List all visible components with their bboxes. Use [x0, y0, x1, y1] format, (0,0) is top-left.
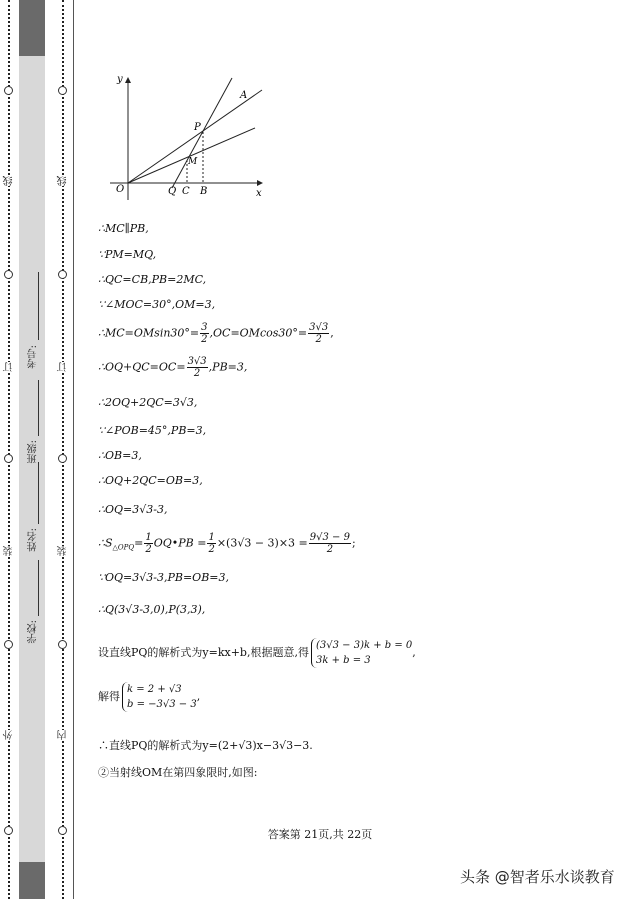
bind-label-inner: 装	[58, 546, 69, 556]
label-y: y	[117, 74, 123, 85]
line-OM	[128, 128, 255, 183]
fraction-1-over-2: $\frac{1}{2}$	[145, 532, 152, 555]
outer-dotted-line	[8, 0, 10, 899]
step-1: ∴MC∥PB,	[98, 222, 149, 235]
school-field-line[interactable]	[38, 560, 39, 616]
label-O: O	[116, 184, 125, 195]
order-label-outer: 订	[4, 362, 15, 372]
class-label: 班级:	[28, 440, 39, 464]
fraction-3sqrt3-over-2b: $\frac{3√3}{2}$	[187, 356, 207, 379]
step-6	[98, 356, 247, 379]
step-18: ②当射线OM在第四象限时,如图:	[98, 766, 258, 779]
hole-circle	[4, 86, 13, 95]
step-6-b: ,PB=3,	[208, 360, 248, 374]
bind-label-outer: 装	[4, 546, 15, 556]
binding-strip-top-block	[19, 0, 45, 56]
line-QP	[172, 78, 232, 188]
name-label: 姓名:	[28, 528, 39, 552]
step-12-a: ∴S	[98, 536, 113, 550]
step-8: ∵∠POB=45°,PB=3,	[98, 424, 207, 437]
page-footer: 答案第 21页,共 22页	[267, 828, 373, 841]
step-5: ∴MC=OMsin30°= $\frac{3}{2}$ ,OC=OMcos30°= $\frac{3√3}{2}$ ,	[98, 322, 334, 345]
hole-circle	[58, 640, 67, 649]
equation-system: (3√3 − 3)k + b = 0 3k + b = 3	[311, 638, 412, 668]
name-field-line[interactable]	[38, 462, 39, 524]
fraction-3sqrt3-over-2: $\frac{3√3}{2}$	[309, 322, 329, 345]
step-6-a: ∴OQ+QC=OC=	[98, 360, 186, 374]
line-label-outer: 线	[4, 176, 15, 186]
inner-label: 内	[58, 730, 69, 740]
step-17: ∴直线PQ的解析式为y=(2+√3)x−3√3−3.	[98, 739, 313, 752]
label-M: M	[188, 157, 198, 167]
hole-circle	[4, 640, 13, 649]
hole-circle	[4, 454, 13, 463]
step-12-b: OQ•PB =	[153, 536, 207, 550]
class-field-line[interactable]	[38, 380, 39, 436]
margin-rule	[73, 0, 74, 899]
step-16-a: 解得	[98, 690, 120, 703]
label-C: C	[182, 186, 190, 197]
exam-no-field-line[interactable]	[38, 272, 39, 340]
line-label-inner: 线	[58, 176, 69, 186]
order-label-inner: 订	[58, 362, 69, 372]
step-12-c: ×(3√3 − 3)×3 =	[216, 536, 308, 550]
area-subscript: △OPQ	[112, 543, 135, 552]
hole-circle	[58, 270, 67, 279]
step-15-a: 设直线PQ的解析式为y=kx+b,根据题意,得	[98, 646, 309, 659]
step-16: 解得 k = 2 + √3 b = −3√3 − 3 ,	[98, 684, 201, 710]
label-x: x	[256, 188, 262, 199]
step-15: 设直线PQ的解析式为y=kx+b,根据题意,得 (3√3 − 3)k + b = 0 3k + b = 3 ,	[98, 640, 416, 666]
step-9: ∴OB=3,	[98, 449, 142, 462]
hole-circle	[58, 454, 67, 463]
label-B: B	[200, 186, 208, 197]
exam-no-label: 考号:	[28, 345, 39, 369]
solution-system: k = 2 + √3 b = −3√3 − 3	[122, 682, 197, 712]
hole-circle	[58, 86, 67, 95]
fraction-area-result: $\frac{9√3 - 9}{2}$	[309, 532, 350, 555]
school-label: 学校:	[28, 620, 39, 644]
outer-label: 外	[4, 730, 15, 740]
step-7: ∴2OQ+2QC=3√3,	[98, 396, 198, 409]
label-P: P	[194, 122, 201, 133]
step-4: ∵∠MOC=30°,OM=3,	[98, 298, 216, 311]
step-5-a: ∴MC=OMsin30°=	[98, 326, 200, 340]
label-Q: Q	[168, 186, 177, 197]
step-5-b: ,OC=OMcos30°=	[209, 326, 308, 340]
fraction-3-over-2: $\frac{3}{2}$	[201, 322, 208, 345]
hole-circle	[4, 270, 13, 279]
step-12: $\therefore S_{\triangle OPQ}=$ $\frac{1}{2}$ OQ•PB = $\frac{1}{2}$ ×(3√3 − 3)×3 = $\frac{9√3 - 9}{2}$ ;	[98, 532, 356, 555]
step-13: ∵OQ=3√3-3,PB=OB=3,	[98, 571, 229, 584]
fraction-1-over-2b: $\frac{1}{2}$	[208, 532, 215, 555]
step-11: ∴OQ=3√3-3,	[98, 503, 168, 516]
step-3: ∴QC=CB,PB=2MC,	[98, 273, 207, 286]
line-OA	[128, 90, 262, 183]
label-A: A	[240, 90, 248, 101]
coordinate-figure	[100, 70, 280, 210]
inner-dotted-line	[62, 0, 64, 899]
step-2: ∵PM=MQ,	[98, 248, 157, 261]
watermark: 头条 @智者乐水谈教育	[460, 868, 615, 886]
step-10: ∴OQ+2QC=OB=3,	[98, 474, 203, 487]
step-14: ∴Q(3√3-3,0),P(3,3),	[98, 603, 206, 616]
binding-strip-bottom-block	[19, 862, 45, 899]
